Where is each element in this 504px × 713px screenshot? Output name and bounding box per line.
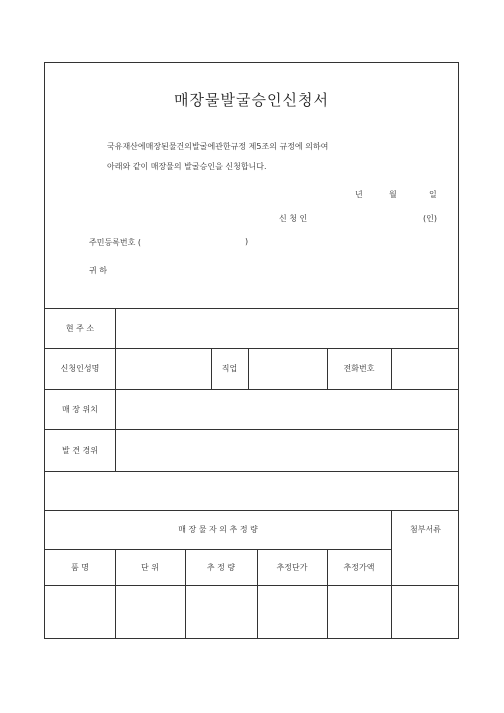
job-label: 직업 [221,364,238,373]
form-title: 매장물발굴승인신청서 [174,91,329,109]
phone-label-right-rule [391,348,392,389]
resident-number-label: 주민등록번호 ( [89,238,142,247]
label-column-rule [115,308,116,471]
column-header-unit-price: 추정단가 [276,562,308,572]
column-header-quantity: 추 정 량 [206,562,236,572]
column-header-total-price: 추정가액 [343,562,375,572]
address-label: 현 주 소 [65,323,95,333]
attachments-label: 첨부서류 [410,525,441,534]
column-header-item: 품 명 [71,562,89,572]
applicant-label: 신 청 인 [279,214,308,223]
applicant-name-label: 신청인성명 [60,364,100,373]
row-rule-4 [45,471,458,472]
estimate-header: 매 장 물 자 의 추 정 량 [178,525,258,534]
job-label-right-rule [248,348,249,389]
intro-line-2: 아래와 같이 매장물의 발굴승인을 신청합니다. [107,162,267,171]
application-form [44,62,459,639]
location-label: 매 장 위치 [62,404,98,414]
resident-number-close: ) [245,237,249,246]
phone-label: 전화번호 [343,364,375,373]
date-day-label: 일 [429,190,437,199]
row-rule-7 [45,585,458,586]
discovery-history-label: 발 견 경위 [62,445,98,455]
intro-line-1: 국유재산에매장된물건의발굴에관한규정 제5조의 규정에 의하여 [107,142,329,151]
date-month-label: 월 [389,190,397,199]
column-header-unit: 단 위 [141,562,159,572]
seal-label: (인) [423,214,437,223]
date-year-label: 년 [355,190,363,199]
recipient-label: 귀 하 [89,266,107,275]
